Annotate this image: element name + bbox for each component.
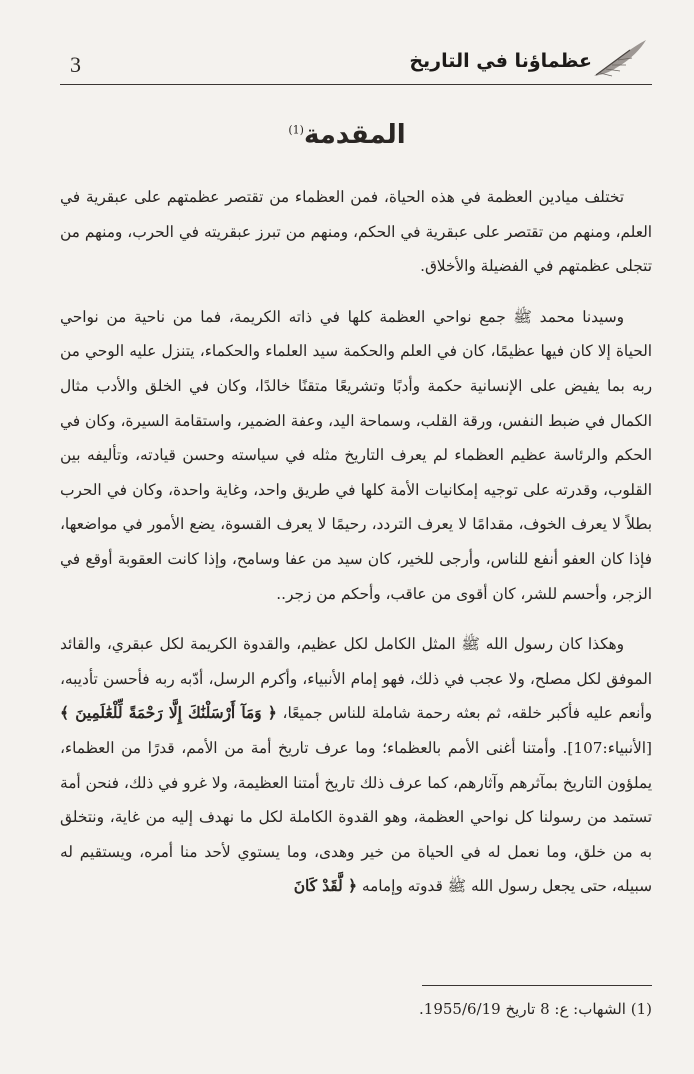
book-title: عظماؤنا في التاريخ [409,50,592,72]
paragraph-3 [60,627,652,904]
paragraph-3-text-a: وهكذا كان رسول الله ﷺ المثل الكامل لكل عظيم، والقدوة الكريمة لكل عبقري، والقائد الموفق لكل مصلح، ولا عجب في ذلك، فهو إمام الأنبياء، وأكرم الرسل، أدّبه ربه فأحسن تأديبه، وأنعم عليه فأكبر خلقه، ثم بعثه رحمة شاملة للناس جميعًا، [60,635,652,723]
body-text [60,180,652,904]
footnote-ref: (1) [288,123,304,137]
quran-verse-1: ﴿ وَمَآ أَرْسَلْنَٰكَ إِلَّا رَحْمَةً لِّلْعَٰلَمِينَ ﴾ [60,704,277,723]
page-number: 3 [70,52,81,77]
section-title-text: المقدمة [303,120,406,150]
quill-pen-icon [590,36,650,82]
section-title [0,120,694,150]
footnote: (1) الشهاب: ع: 8 تاريخ 1955/6/19. [419,1000,652,1018]
paragraph-2: وسيدنا محمد ﷺ جمع نواحي العظمة كلها في ذاته الكريمة، فما من ناحية من نواحي الحياة إلا كان فيها عظيمًا، كان في العلم والحكمة سيد العلماء والحكماء، يتنزل عليه الوحي من ربه بما يفيض على الإنسانية حكمة وأدبًا وتشريعًا متقنًا خالدًا، وكان في الخلق والأدب مثال الكمال في ضبط النفس، ورقة القلب، وسماحة اليد، وعفة الضمير، واستقامة السيرة، وكان في الحكم والرئاسة عظيم العظماء لم يعرف التاريخ مثله في سياسته وحسن قيادته، وتأليفه بين القلوب، وقدرته على توجيه إمكانيات الأمة كلها في طريق واحد، وغاية واحدة، وكان في الحرب بطلاً لا يعرف الخوف، مقدامًا لا يعرف التردد، رحيمًا لا يعرف القسوة، يضع الأمور في مواضعها، فإذا كان العفو أنفع للناس، وأرجى للخير، كان سيد من عفا وسامح، وإذا كانت العقوبة أوقع في الزجر، وأحسم للشر، كان أقوى من عاقب، وأحكم من زجر.. [60,307,652,603]
running-header [60,44,652,88]
paragraph-1: تختلف ميادين العظمة في هذه الحياة، فمن العظماء من تقتصر عظمتهم على عبقرية في العلم، ومنهم من تقتصر على عبقرية في الحكم، ومنهم من تبرز عبقريته في الحرب، ومنهم من تتجلى عظمتهم في الفضيلة والأخلاق. [60,188,652,276]
quran-verse-2: ﴿ لَّقَدْ كَانَ [293,877,357,896]
header-rule [60,84,652,85]
paragraph-3-text-b: [الأنبياء:107]. وأمتنا أغنى الأمم بالعظماء؛ وما عرف تاريخ أمة من الأمم، قدرًا من العظماء، يملؤون التاريخ بمآثرهم وآثارهم، كما عرف ذلك تاريخ أمتنا العظيمة، ولا غرو في ذلك، فنحن أمة تستمد من رسولنا كل نواحي العظمة، وهو القدوة الكاملة لكل ما نهدف إليه من غاية، ونتخلق به من خلق، وما نعمل له في الحياة من خير وهدى، وما يستوي لأحد منا أمره، ويستقيم له سبيله، حتى يجعل رسول الله ﷺ قدوته وإمامه [60,738,652,896]
footnote-rule [422,985,652,986]
